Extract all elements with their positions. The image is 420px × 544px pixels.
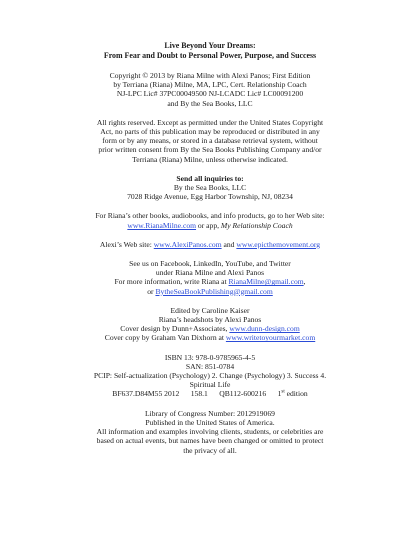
cover-copy-prefix: Cover copy by Graham Van Dixhorn at [104, 333, 226, 343]
alexi-panos-link[interactable]: www.AlexiPanos.com [153, 239, 222, 249]
loc-number: Library of Congress Number: 2012919069 [145, 408, 275, 418]
rights-line-3: form or by any means, or stored in a database retrieval system, without [102, 136, 318, 146]
copyright-notice [40, 71, 380, 108]
disclaimer-line-1: All information and examples involving clients, students, or celebrities are [96, 427, 324, 437]
publisher-name: By the Sea Books, LLC [173, 183, 247, 193]
copyright-line-4: and By the Sea Books, LLC [167, 98, 253, 108]
epic-movement-link[interactable]: www.epicthemovement.org [236, 239, 321, 249]
pcip-line-2: Spiritual Life [189, 380, 231, 390]
alexi-web-block [40, 240, 380, 249]
copyright-line-1: Copyright © 2013 by Riana Milne with Alexi Panos; First Edition [109, 71, 311, 80]
riana-email-link[interactable]: RianaMilne@gmail.com [228, 277, 304, 287]
cover-design-credit [40, 324, 380, 333]
alexi-web-prefix: Alexi’s Web site: [99, 239, 154, 249]
disclaimer-line-3: the privacy of all. [183, 445, 237, 455]
other-books-line: For Riana’s other books, audiobooks, and info products, go to her Web site: [95, 211, 325, 221]
other-books-block [40, 211, 380, 229]
pcip-line: PCIP: Self-actualization (Psychology) 2. Change (Psychology) 3. Success 4. [93, 371, 327, 381]
other-books-link-line [40, 221, 380, 230]
publisher-email-link[interactable]: BytheSeaBookPublishing@gmail.com [155, 286, 273, 296]
social-block [40, 259, 380, 296]
rights-line-5: Terriana (Riana) Milne, unless otherwise indicated. [132, 154, 288, 164]
edition-superscript: st [281, 389, 285, 395]
title-line-2: From Fear and Doubt to Personal Power, Purpose, and Success [103, 51, 317, 60]
headshot-credit: Riana’s headshots by Alexi Panos [158, 315, 262, 325]
social-line-2: under Riana Milne and Alexi Panos [155, 268, 265, 278]
loc-block [40, 409, 380, 455]
riana-website-link[interactable]: www.RianaMilne.com [127, 220, 197, 230]
book-title [40, 41, 380, 61]
isbn-line: ISBN 13: 978-0-9785965-4-5 [164, 352, 256, 362]
catalog-block [40, 353, 380, 399]
editor-credit: Edited by Caroline Kaiser [170, 305, 250, 315]
social-line-4 [40, 287, 380, 296]
title-line-1: Live Beyond Your Dreams: [164, 41, 256, 50]
copyright-line-3: NJ-LPC Lic# 37PC00049500 NJ-LCADC Lic# LC00091200 [116, 89, 304, 99]
alexi-and-text: and [221, 239, 237, 249]
classification-text: BF637.D84M55 2012 158.1 QB112-600216 1 [112, 389, 282, 399]
published-in: Published in the United States of America. [145, 417, 275, 427]
inquiries-block [40, 174, 380, 202]
san-line: SAN: 851-0784 [185, 361, 235, 371]
classification-line [40, 389, 380, 398]
edition-word: edition [284, 389, 308, 399]
or-app-text: or app, [196, 220, 221, 230]
dunn-design-link[interactable]: www.dunn-design.com [229, 324, 300, 334]
email-or-text: or [147, 286, 156, 296]
rights-reserved [40, 118, 380, 164]
rights-line-1: All rights reserved. Except as permitted under the United States Copyright [96, 117, 324, 127]
rights-line-4: prior written consent from By the Sea Books Publishing Company and/or [98, 145, 322, 155]
social-line-1: See us on Facebook, LinkedIn, YouTube, and Twitter [129, 259, 291, 269]
social-line-3 [40, 277, 380, 286]
copyright-line-2: by Terriana (Riana) Milne, MA, LPC, Cert. Relationship Coach [113, 80, 307, 90]
cover-copy-credit [40, 333, 380, 342]
cover-design-prefix: Cover design by Dunn+Associates, [120, 324, 230, 334]
inquiries-heading: Send all inquiries to: [176, 173, 244, 183]
email-comma: , [303, 277, 306, 287]
disclaimer-line-2: based on actual events, but names have been changed or omitted to protect [96, 436, 324, 446]
app-name: My Relationship Coach [220, 220, 293, 230]
alexi-web-line [40, 240, 380, 249]
rights-line-2: Act, no parts of this publication may be reproduced or distributed in any [100, 127, 320, 137]
write-to-your-market-link[interactable]: www.writetoyourmarket.com [225, 333, 316, 343]
credits-block [40, 306, 380, 343]
email-prefix: For more information, write Riana at [114, 277, 229, 287]
publisher-address: 7028 Ridge Avenue, Egg Harbor Township, NJ, 08234 [127, 192, 293, 202]
